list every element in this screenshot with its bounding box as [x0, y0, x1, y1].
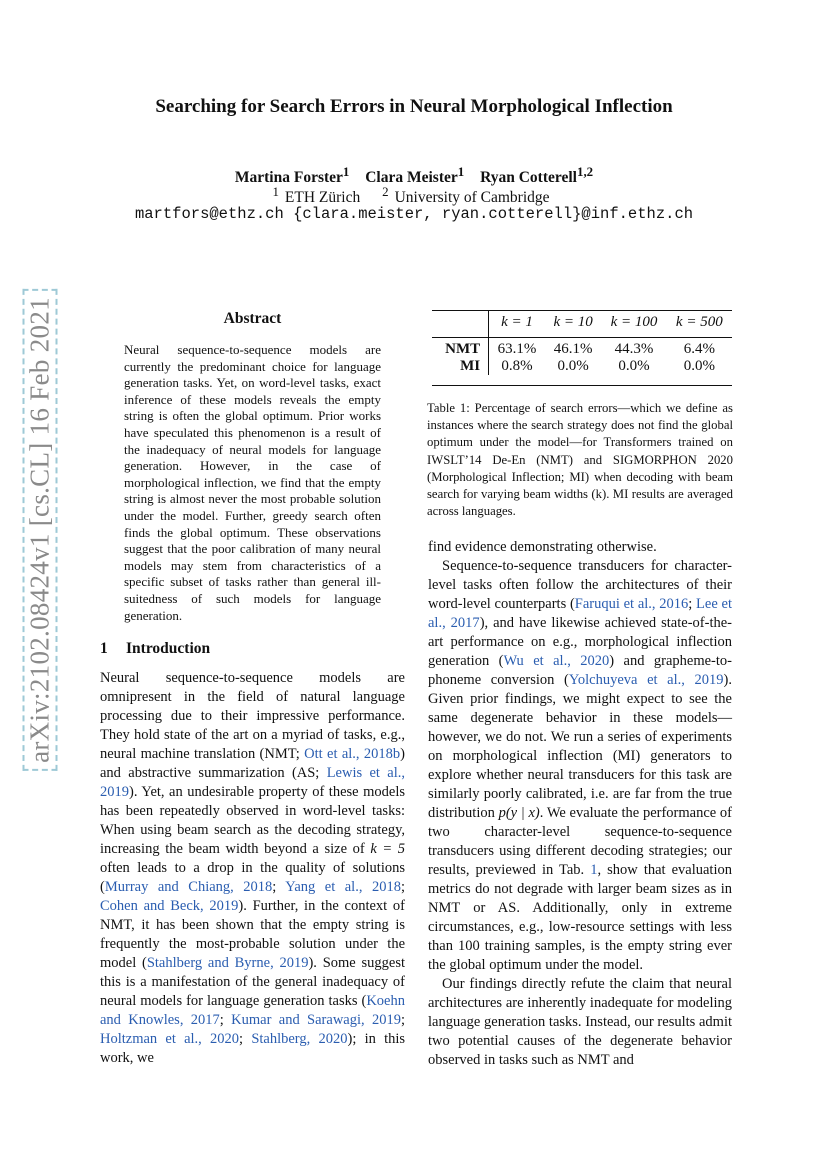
- author-emails: martfors@ethz.ch {clara.meister, ryan.cotterell}@inf.ethz.ch: [134, 205, 694, 223]
- citation-link[interactable]: Cohen and Beck, 2019: [100, 898, 239, 914]
- table-cell: 0.8%: [489, 358, 545, 375]
- author: Clara Meister$^1$: [365, 164, 465, 187]
- table-cell: 44.3%: [614, 341, 654, 357]
- table-bottom-rule: [432, 385, 732, 386]
- table-row: [432, 335, 732, 358]
- citation-link[interactable]: Yolchuyeva et al., 2019: [568, 672, 724, 688]
- table-column-header: k = 1: [489, 310, 545, 335]
- affiliation: $^1$ ETH Zürich: [272, 184, 361, 207]
- abstract-text: Neural sequence-to-sequence models are currently the predominant choice for language generation tasks. Yet, on word-level tasks, exact inference of these models reveals the empty string is often the global optimum. Prior works have speculated this phenomenon is a result of the inadequacy of neural models for language generation. However, in the case of morphological inflection, we find that the empty string is almost never the most probable solution under the model. Further, greedy search often finds the global optimum. These observations suggest that the poor calibration of many neural models may stem from characteristics of a specific subset of tasks rather than general ill-suitedness of such models for language generation.: [124, 342, 381, 623]
- paragraph: Our findings directly refute the claim that neural architectures are inherently inadequate for modeling language generation tasks. Instead, our results admit two potential causes of the degenerate behavior observed in tasks such as NMT and: [428, 976, 732, 1068]
- abstract-heading: Abstract: [223, 310, 282, 327]
- table-cell: 0.0%: [683, 358, 715, 374]
- paragraph: find evidence demonstrating otherwise.: [428, 539, 657, 555]
- table-caption: Table 1: Percentage of search errors—which we define as instances where the search strategy does not find the global optimum under the model—for Transformers trained on IWSLT’14 De-En (NMT) and SIGMORPHON 2020 (Morphological Inflection; MI) when decoding with beam search for varying beam widths (k). MI results are averaged across languages.: [427, 401, 733, 519]
- citation-link[interactable]: Faruqui et al., 2016: [574, 596, 689, 612]
- citation-link[interactable]: Murray and Chiang, 2018: [104, 879, 273, 895]
- citation-link[interactable]: Kumar and Sarawagi, 2019: [231, 1012, 401, 1028]
- author: Martina Forster$^1$: [234, 164, 350, 187]
- math-expression: p(y | x): [498, 805, 540, 821]
- results-table: [432, 310, 732, 375]
- table-column-header: k = 10: [553, 314, 593, 330]
- citation-link[interactable]: Yang et al., 2018: [285, 879, 401, 895]
- table-cell: 46.1%: [553, 341, 593, 357]
- paper-title: Searching for Search Errors in Neural Morphological Inflection: [155, 96, 673, 117]
- table-column-header: k = 100: [610, 314, 658, 330]
- citation-link[interactable]: Holtzman et al., 2020: [100, 1031, 240, 1047]
- table-cell: 63.1%: [489, 335, 545, 358]
- math-expression: k = 5: [370, 841, 405, 857]
- table-column-header: k = 500: [675, 314, 723, 330]
- author: Ryan Cotterell$^{1,2}$: [480, 164, 594, 187]
- citation-link[interactable]: Koehn and Knowles, 2017: [100, 993, 405, 1028]
- citation-link[interactable]: Stahlberg and Byrne, 2019: [146, 955, 309, 971]
- table-header-row: [432, 310, 732, 335]
- section-number: 1: [100, 640, 108, 657]
- right-column-text: [428, 538, 732, 1070]
- affiliation: $^2$ University of Cambridge: [382, 184, 550, 207]
- citation-link[interactable]: Lewis et al., 2019: [100, 765, 405, 800]
- section-title: Introduction: [126, 640, 211, 657]
- arxiv-stamp: [22, 297, 58, 763]
- table-row-header: NMT: [445, 341, 481, 357]
- table-reference-link[interactable]: 1: [590, 862, 598, 878]
- affiliations: [0, 184, 828, 207]
- section-heading: [100, 640, 210, 658]
- table-cell: 6.4%: [683, 341, 715, 357]
- citation-link[interactable]: Lee et al., 2017: [428, 596, 732, 631]
- table-cell: 0.0%: [557, 358, 589, 374]
- table-corner: [432, 310, 489, 335]
- arxiv-identifier[interactable]: arXiv:2102.08424v1 [cs.CL] 16 Feb 2021: [23, 289, 58, 771]
- citation-link[interactable]: Stahlberg, 2020: [251, 1031, 348, 1047]
- citation-link[interactable]: Ott et al., 2018b: [304, 746, 401, 762]
- intro-paragraph: Neural sequence-to-sequence models are omnipresent in the field of natural language processing due to their impressive performance. They hold state of the art on a myriad of tasks, e.g., neural machine translation (NMT; Ott et al., 2018b) and abstractive summarization (AS; Lewis et al., 2019). Yet, an undesirable property of these models has been repeatedly observed in word-level tasks: When using beam search as the decoding strategy, increasing the beam width beyond a size of k = 5 often leads to a drop in the quality of solutions (Murray and Chiang, 2018; Yang et al., 2018; Cohen and Beck, 2019). Further, in the context of NMT, it has been shown that the empty string is frequently the most-probable solution under the model (Stahlberg and Byrne, 2019). Some suggest this is a manifestation of the general inadequacy of neural models for language generation tasks (Koehn and Knowles, 2017; Kumar and Sarawagi, 2019; Holtzman et al., 2020; Stahlberg, 2020); in this work, we: [100, 670, 406, 1066]
- citation-link[interactable]: Wu et al., 2020: [503, 653, 610, 669]
- table-cell: 0.0%: [618, 358, 650, 374]
- table-row: [432, 358, 732, 375]
- table-row-header: MI: [460, 358, 481, 374]
- paragraph: Sequence-to-sequence transducers for character-level tasks often follow the architectures of their word-level counterparts (Faruqui et al., 2016; Lee et al., 2017), and have likewise achieved state-of-the-art performance on e.g., morphological inflection generation (Wu et al., 2020) and grapheme-to-phoneme conversion (Yolchuyeva et al., 2019). Given prior findings, we might expect to see the same degenerate behavior in these models—however, we do not. We run a series of experiments on morphological inflection (MI) generators to explore whether neural transducers for this task are similarly poorly calibrated, i.e. are far from the true distribution p(y | x). We evaluate the performance of two character-level sequence-to-sequence transducers using different decoding strategies; our results, previewed in Tab. 1, show that evaluation metrics do not degrade with larger beam sizes as in NMT or AS. Additionally, only in extreme circumstances, e.g., low-resource settings with less than 100 training samples, is the empty string ever the global optimum under the model.: [428, 558, 732, 973]
